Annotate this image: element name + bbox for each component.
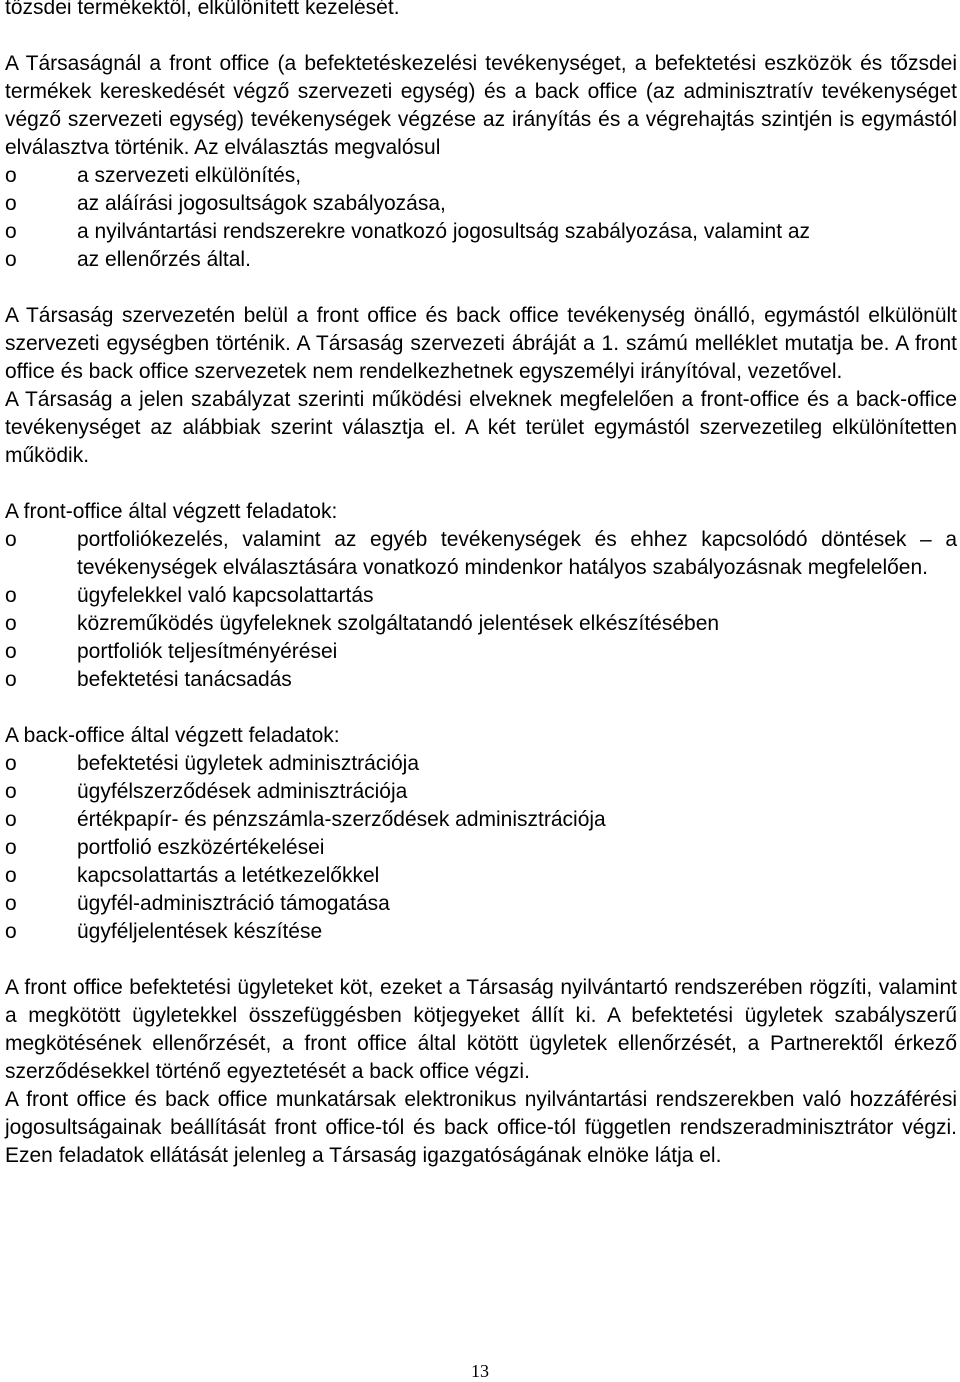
paragraph-principles: A Társaság a jelen szabályzat szerinti működési elveknek megfelelően a front-office és a back-office tevékenységet az alábbiak szerint választja el. A két terület egymástól szervezetileg elkülönítetten működik. — [5, 388, 957, 467]
paragraph-organization: A Társaság szervezetén belül a front office és back office tevékenység önálló, egymástól elkülönült szervezeti egységben történik. A Társaság szervezeti ábráját a 1. számú melléklet mutatja be. A front office és back office szervezetek nem rendelkezhetnek egyszemélyi irányítóval, vezetővel. — [5, 304, 957, 383]
paragraph-access-rights: A front office és back office munkatársak elektronikus nyilvántartási rendszerekben való hozzáférési jogosultságainak beállítását front office-tól és back office-tól független rendszeradminisztrátor végzi. Ezen feladatok ellátását jelenleg a Társaság igazgatóságának elnöke látja el. — [5, 1088, 957, 1167]
bullet-icon: o — [5, 584, 17, 607]
spacer — [5, 22, 957, 50]
list-item: o ügyfelekkel való kapcsolattartás — [5, 582, 957, 610]
document-page — [5, 0, 957, 1170]
bullet-icon: o — [5, 668, 17, 691]
spacer — [5, 946, 957, 974]
list-item: o ügyféljelentések készítése — [5, 918, 957, 946]
bullet-icon: o — [5, 836, 17, 859]
paragraph-separation: A Társaságnál a front office (a befektetéskezelési tevékenységet, a befektetési eszközök és tőzsdei termékek kereskedését végző szervezeti egység) és a back office (az adminisztratív tevékenységet végző szervezeti egység) tevékenységek végzése az irányítás és a végrehajtás szintjén is egymástól elválasztva történik. Az elválasztás megvalósul — [5, 52, 957, 159]
list-item: o ügyfélszerződések adminisztrációja — [5, 778, 957, 806]
spacer — [5, 274, 957, 302]
list-item: o az aláírási jogosultságok szabályozása, — [5, 190, 957, 218]
back-office-heading: A back-office által végzett feladatok: — [5, 724, 340, 747]
list-item: o a szervezeti elkülönítés, — [5, 162, 957, 190]
list-item: o befektetési tanácsadás — [5, 666, 957, 694]
list-item: o portfoliókezelés, valamint az egyéb tevékenységek és ehhez kapcsolódó döntések – a tevékenységek elválasztására vonatkozó mindenkor hatályos szabályozásnak megfelelően. — [5, 528, 957, 579]
bullet-icon: o — [5, 640, 17, 663]
spacer — [5, 470, 957, 498]
back-office-list — [5, 750, 957, 946]
top-fragment: tőzsdei termékektől, elkülönített kezelését. — [5, 0, 400, 19]
list-item: o értékpapír- és pénzszámla-szerződések adminisztrációja — [5, 806, 957, 834]
list-item: o közreműködés ügyfeleknek szolgáltatandó jelentések elkészítésében — [5, 610, 957, 638]
list-item: o az ellenőrzés által. — [5, 246, 957, 274]
bullet-icon: o — [5, 920, 17, 943]
paragraph-front-office-trades: A front office befektetési ügyleteket köt, ezeket a Társaság nyilvántartó rendszerében rögzíti, valamint a megkötött ügyletekkel összefüggésben kötjegyeket állít ki. A befektetési ügyletek szabályszerű megkötésének ellenőrzését, a front office által kötött ügyletek ellenőrzését, a Partnerektől érkező szerződésekkel történő egyeztetését a back office végzi. — [5, 976, 957, 1083]
bullet-icon: o — [5, 528, 17, 551]
bullet-icon: o — [5, 164, 17, 187]
bullet-icon: o — [5, 192, 17, 215]
bullet-icon: o — [5, 612, 17, 635]
bullet-icon: o — [5, 892, 17, 915]
list-item: o portfolió eszközértékelései — [5, 834, 957, 862]
bullet-icon: o — [5, 752, 17, 775]
list-item: o portfoliók teljesítményérései — [5, 638, 957, 666]
page-number: 13 — [471, 1361, 489, 1381]
front-office-list — [5, 526, 957, 694]
front-office-heading: A front-office által végzett feladatok: — [5, 500, 338, 523]
list-item: o a nyilvántartási rendszerekre vonatkozó jogosultság szabályozása, valamint az — [5, 218, 957, 246]
spacer — [5, 694, 957, 722]
bullet-icon: o — [5, 248, 17, 271]
separation-list — [5, 162, 957, 274]
bullet-icon: o — [5, 220, 17, 243]
bullet-icon: o — [5, 808, 17, 831]
list-item: o ügyfél-adminisztráció támogatása — [5, 890, 957, 918]
list-item: o befektetési ügyletek adminisztrációja — [5, 750, 957, 778]
bullet-icon: o — [5, 780, 17, 803]
list-item: o kapcsolattartás a letétkezelőkkel — [5, 862, 957, 890]
bullet-icon: o — [5, 864, 17, 887]
